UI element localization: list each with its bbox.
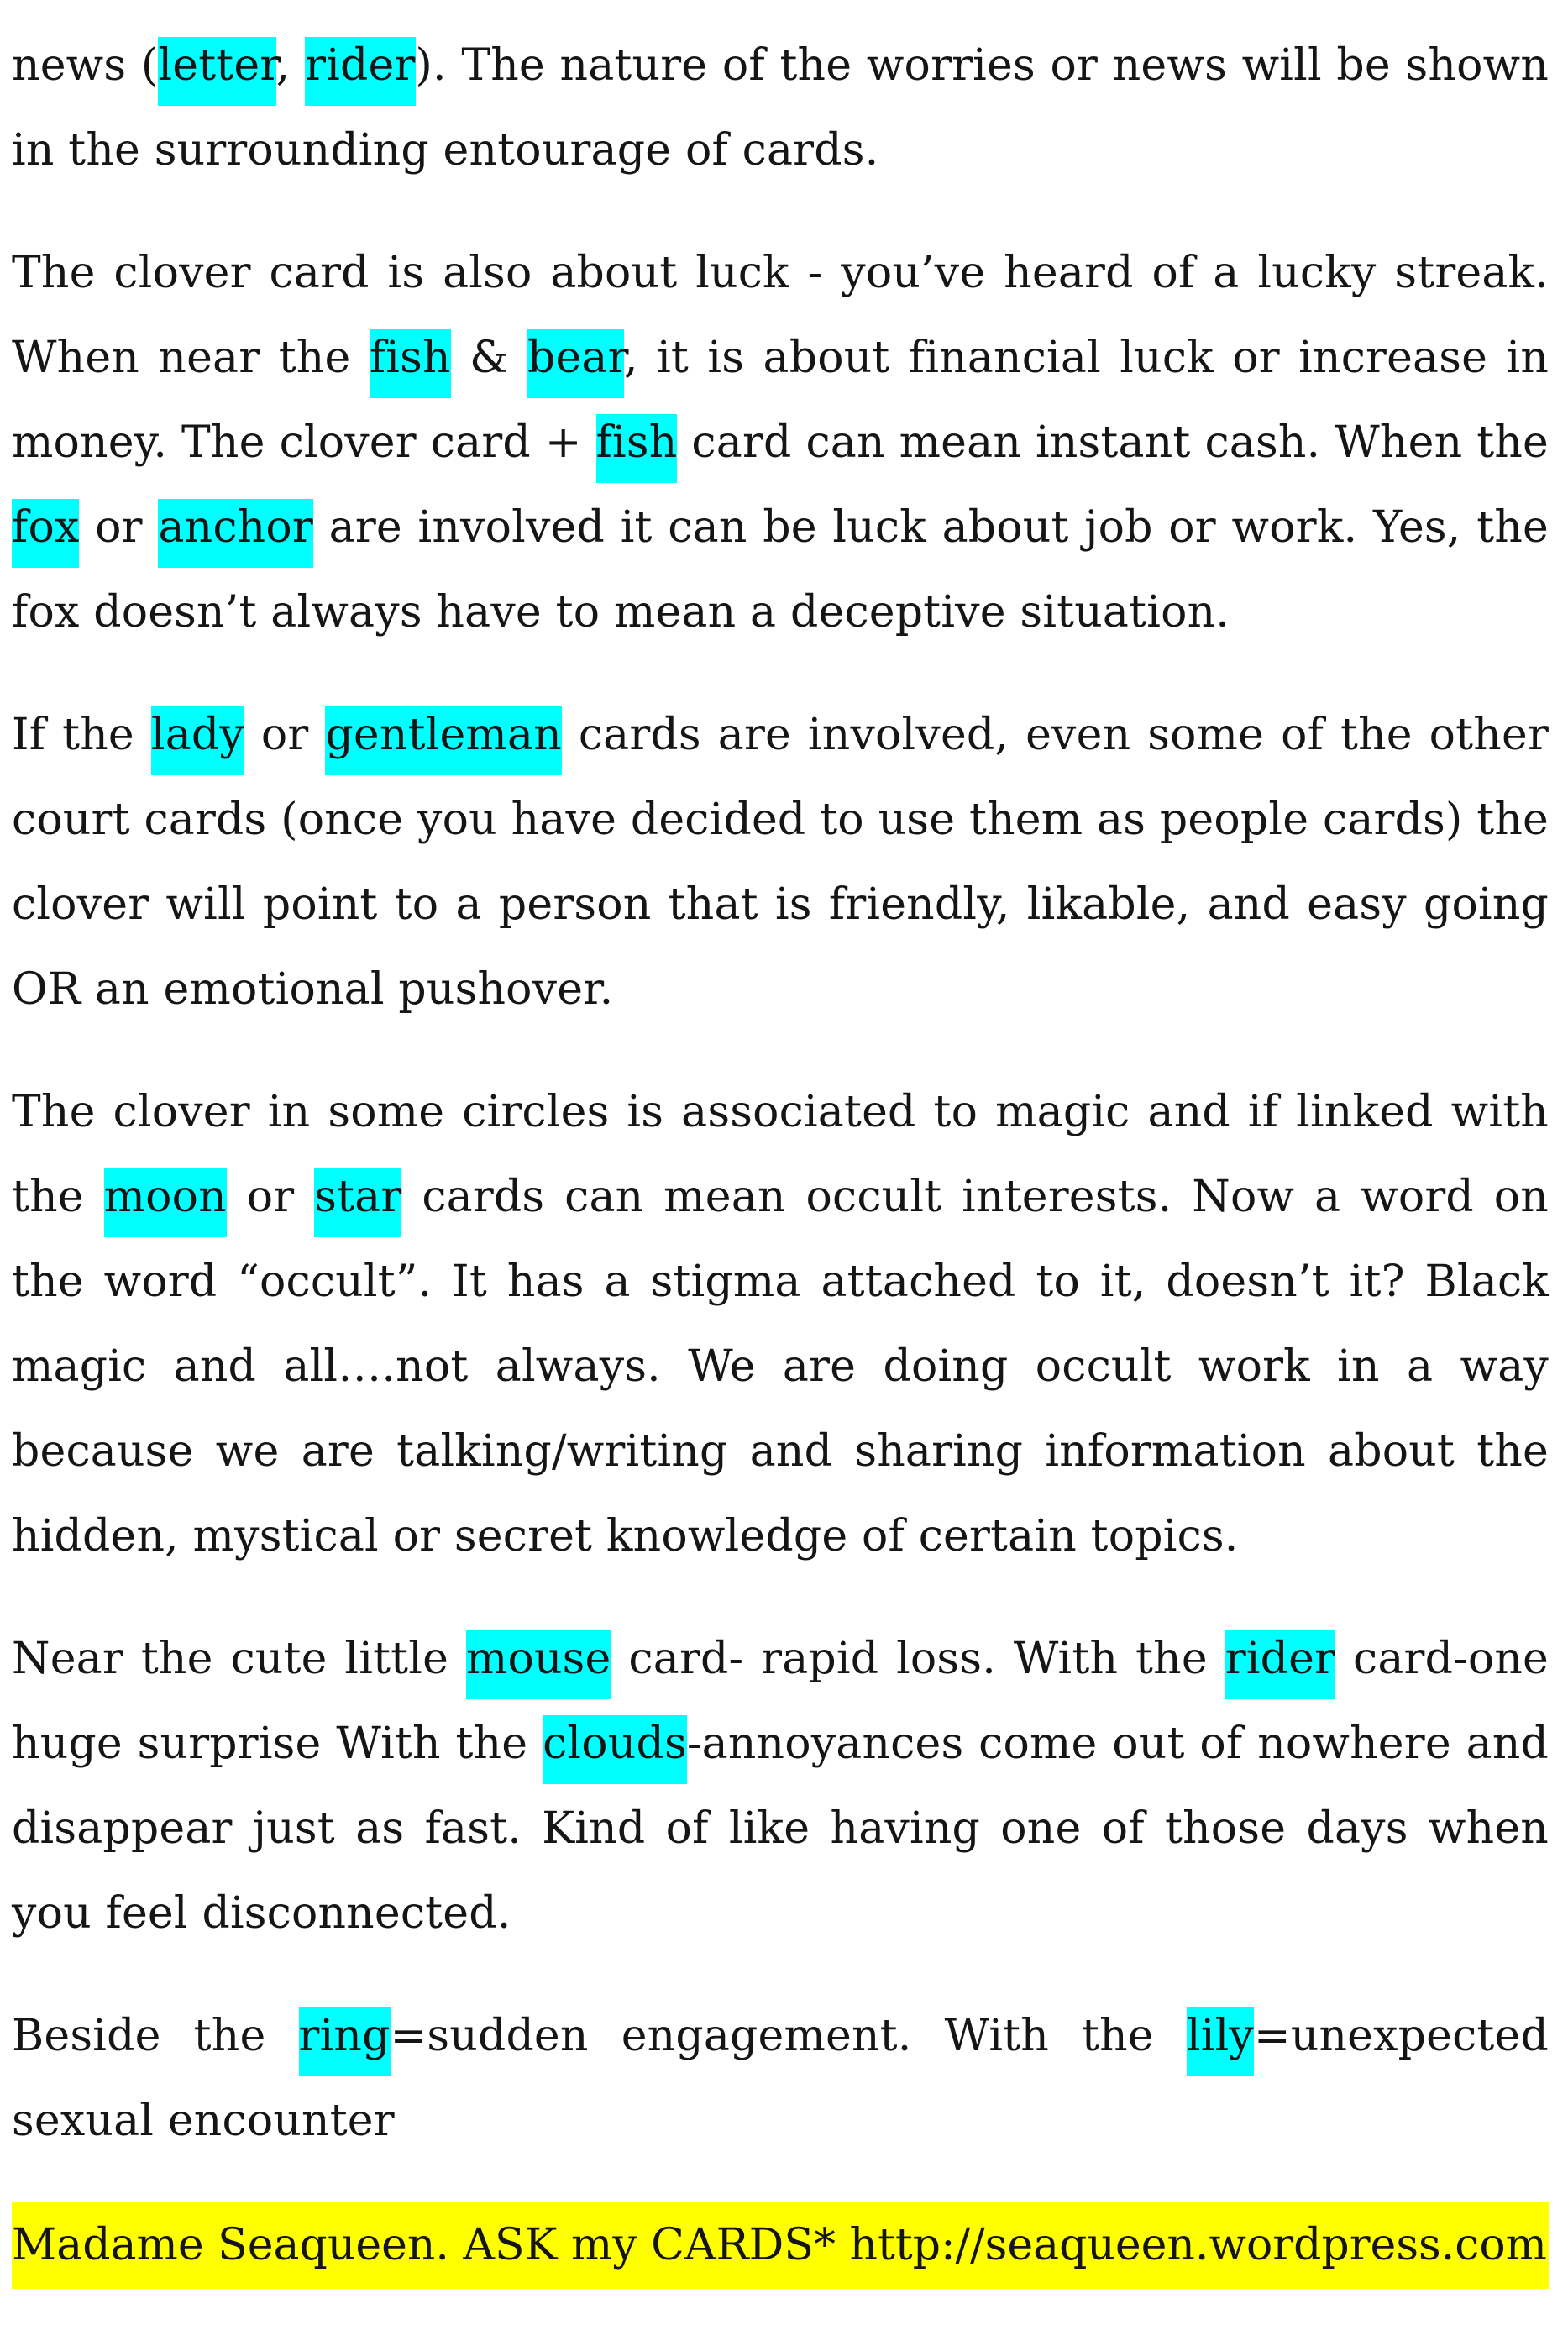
paragraph-6	[12, 1994, 1549, 2164]
paragraph-2	[12, 231, 1549, 655]
card-name-highlight: moon	[104, 1168, 227, 1237]
document-page	[12, 24, 1549, 2289]
paragraph-text: cards can mean occult interests. Now a word on the word “occult”. It has a stigma attached to it, doesn’t it? Black magic and all….not always. We are doing occult work in a way because we are talking/writing and sharing information about the hidden, mystical or secret knowledge of certain topics.	[12, 1172, 1549, 1561]
card-name-highlight: clouds	[543, 1715, 687, 1784]
paragraph-3	[12, 693, 1549, 1032]
card-name-highlight: star	[314, 1168, 401, 1237]
paragraph-text: If the	[12, 710, 151, 760]
paragraph-text: or	[244, 710, 326, 760]
card-name-highlight: rider	[305, 37, 415, 106]
paragraph-text: The clover card is also about luck - you’ve heard of a lucky streak. When near the	[12, 248, 1549, 383]
paragraph-text: ). The nature of the worries or news will be shown in the surrounding entourage of cards.	[12, 40, 1550, 176]
paragraph-text: card-one huge surprise With the	[12, 1634, 1550, 1769]
card-name-highlight: fish	[370, 329, 451, 398]
article-body	[12, 24, 1549, 2164]
card-name-highlight: bear	[527, 329, 624, 398]
card-name-highlight: rider	[1225, 1630, 1335, 1699]
card-name-highlight: letter	[158, 37, 275, 106]
card-name-highlight: fish	[596, 414, 678, 483]
card-name-highlight: lily	[1187, 2007, 1254, 2076]
paragraph-text: or	[79, 502, 159, 553]
card-name-highlight: ring	[299, 2007, 391, 2076]
paragraph-text: =unexpected sexual encounter	[12, 2011, 1549, 2146]
paragraph-text: =sudden engagement. With the	[390, 2011, 1187, 2061]
paragraph-text: -annoyances come out of nowhere and disappear just as fast. Kind of like having one of those days when you feel disconnected.	[12, 1719, 1549, 1939]
card-name-highlight: mouse	[466, 1630, 611, 1699]
card-name-highlight: lady	[151, 706, 244, 775]
paragraph-text: Near the cute little	[12, 1634, 466, 1684]
footer-signature-bar	[12, 2202, 1549, 2289]
paragraph-text: , it is about financial luck or increase in money. The clover card +	[12, 333, 1550, 468]
paragraph-text: card can mean instant cash. When the	[677, 417, 1549, 468]
paragraph-text: news (	[12, 40, 159, 91]
paragraph-text: or	[226, 1172, 315, 1222]
paragraph-4	[12, 1070, 1549, 1579]
paragraph-text: &	[450, 333, 527, 383]
paragraph-1	[12, 24, 1549, 193]
footer-signature-text: Madame Seaqueen. ASK my CARDS* http://seaqueen.wordpress.com	[12, 2220, 1547, 2270]
paragraph-5	[12, 1617, 1549, 1956]
card-name-highlight: gentleman	[325, 706, 561, 775]
card-name-highlight: anchor	[158, 499, 312, 568]
paragraph-text: card- rapid loss. With the	[611, 1634, 1225, 1684]
paragraph-text: ,	[275, 40, 306, 91]
paragraph-text: The clover in some circles is associated to magic and if linked with the	[12, 1087, 1549, 1222]
paragraph-text: are involved it can be luck about job or work. Yes, the fox doesn’t always have to mean a deceptive situation.	[12, 502, 1549, 638]
paragraph-text: cards are involved, even some of the other court cards (once you have decided to use them as people cards) the clover will point to a person that is friendly, likable, and easy going OR an emotional pushover.	[12, 710, 1550, 1015]
paragraph-text: Beside the	[12, 2011, 299, 2061]
card-name-highlight: fox	[12, 499, 79, 568]
